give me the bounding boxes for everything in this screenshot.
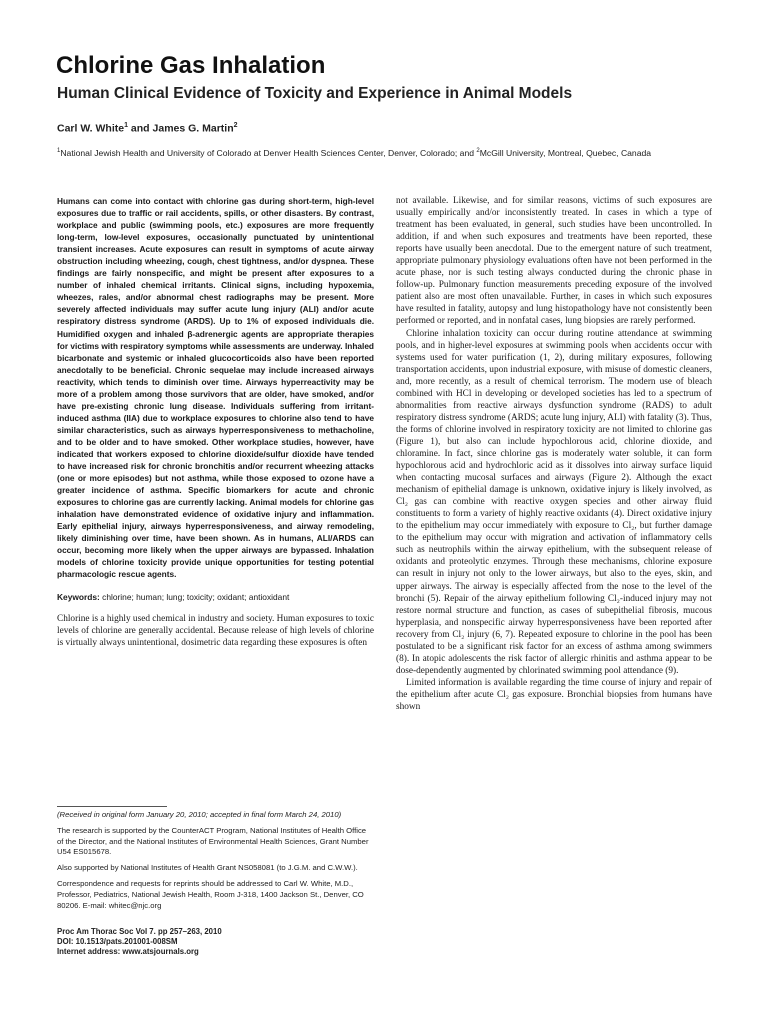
correspondence-note: Correspondence and requests for reprints should be addressed to Carl W. White, M.D., Professor, Pediatrics, National Jewish Health, Room J-318, 1400 Jackson St., Denver, CO 80206. E-mail: whitec@njc.org <box>57 878 364 910</box>
internet-address: Internet address: www.atsjournals.org <box>57 947 199 957</box>
author-separator: and <box>128 122 153 135</box>
author-affiliation-mark: 1 <box>124 122 128 129</box>
intro-paragraph: Chlorine is a highly used chemical in industry and society. Human exposures to toxic levels of chlorine are generally accidental. Because release of high levels of chlorine is virtually always unintentional, dosimetric data regarding these exposures is often <box>57 613 374 648</box>
author-name: James G. Martin <box>152 122 234 135</box>
keywords <box>57 591 374 603</box>
article-title: Chlorine Gas Inhalation <box>56 52 326 79</box>
journal-citation: Proc Am Thorac Soc Vol 7. pp 257–263, 2010 <box>57 927 222 936</box>
footnotes <box>57 806 374 916</box>
received-dates: (Received in original form January 20, 2010; accepted in final form March 24, 2010) <box>57 810 342 819</box>
abstract: Humans can come into contact with chlorine gas during short-term, high-level exposures due to traffic or rail accidents, spills, or other disasters. By contrast, workplace and public (swimming pools, etc.) exposures are more frequently long-term, low-level exposures, occasionally punctuated by unintentional transient increases. Acute exposures can result in symptoms of acute airway obstruction including wheezing, cough, chest tightness, and/or dyspnea. These findings are fairly nonspecific, and might be present after exposures to a number of inhaled chemical irritants. Clinical signs, including hypoxemia, wheezes, rales, and/or abnormal chest radiographs may be present. More severely affected individuals may suffer acute lung injury (ALI) and/or acute respiratory distress syndrome (ARDS). Up to 1% of exposed individuals die. Humidified oxygen and inhaled β-adrenergic agents are appropriate therapies for victims with respiratory symptoms while assessments are underway. Inhaled bicarbonate and systemic or inhaled glucocorticoids also have been reported anecdotally to be beneficial. Chronic sequelae may include increased airways reactivity, which tends to diminish over time. Airways hyperreactivity may be more of a problem among those survivors that are older, have smoked, and/or have pre-existing chronic lung disease. Individuals suffering from irritant-induced asthma (IIA) due to workplace exposures to chlorine also tend to have similar characteristics, such as airways hyperresponsiveness to methacholine, and to be older and to have smoked. Other workplace studies, however, have indicated that workers exposed to chlorine dioxide/sulfur dioxide have tended to have increased risk for chronic bronchitis and/or recurrent wheezing attacks (one or more episodes) but not asthma, while those exposed to ozone have a greater incidence of asthma. Specific biomarkers for acute and chronic exposures to chlorine gas are currently lacking. Animal models for chlorine gas inhalation have demonstrated evidence of oxidative injury and inflammation. Early epithelial injury, airways hyperresponsiveness, and airway remodeling, likely diminishing over time, have been shown. As in humans, ALI/ARDS can occur, becoming more likely when the upper airways are bypassed. Inhalation models of chlorine toxicity provide unique opportunities for testing potential pharmacologic rescue agents. <box>57 196 374 580</box>
funding-note: Also supported by National Institutes of Health Grant NS058081 (to J.G.M. and C.W.W.). <box>57 863 358 873</box>
keywords-label: Keywords: <box>57 591 100 602</box>
author-affiliation-mark: 2 <box>233 122 238 129</box>
body-paragraph: not available. Likewise, and for similar reasons, victims of such exposures are usually empirically and/or inconsistently treated. In cases in which a type of treatment has been evaluated, in general, such studies have been uncontrolled. In addition, if and when such exposures and treatments have been reported, these reports have usually been anecdotal. Due to the emergent nature of such treatment, appropriate pulmonary physiology evaluations often have not been performed in the acute phase, nor is such testing always conducted during the chronic phase in follow-up. Pulmonary function measurements preceding exposure of the involved patient also are most often unavailable. Further, in cases in which such exposures have resulted in fatality, autopsy and lung histopathology have not consistently been performed or reported, and in nonfatal cases, lung biopsies are rarely performed. <box>396 196 712 327</box>
affiliation-text: National Jewish Health and University of Colorado at Denver Health Sciences Center, Denver, Colorado; and <box>60 147 477 158</box>
affiliation-mark: 1 <box>57 148 61 154</box>
article-subtitle: Human Clinical Evidence of Toxicity and Experience in Animal Models <box>57 85 573 102</box>
affiliation-mark: 2 <box>476 148 480 154</box>
left-column <box>57 195 374 649</box>
footnote-divider <box>57 806 167 807</box>
body-paragraph: Chlorine inhalation toxicity can occur during routine attendance at swimming pools, and in higher-level exposures at swimming pools when accidents occur with systems used for water purification (1, 2), during military exposures, following transportation accidents, upon industrial exposure, with misuse of domestic cleaners, and, more recently, as a result of chemical terrorism. The modern use of bleach combined with HCl in developing or developed societies has led to a spectrum of abnormalities from reactive airways dysfunction syndrome (RADS) to adult respiratory distress syndrome (ARDS; acute lung injury, ALI) with fatality (3). Thus, the forms of chlorine involved in respiratory toxicity are not limited to chlorine gas (Figure 1), but also can include hypochlorous acid, chlorine dioxide, and chloramine. In fact, since chlorine gas is moderately water soluble, it can form hypochlorous acid and hydrochloric acid as it dissolves into airway surface liquid when contacting mucosal surfaces and airways (Figure 2). Although the exact mechanism of epithelial damage is unknown, oxidative injury is likely involved, as Cl₂ gas can combine with reactive oxygen species and other airway fluid constituents to form a variety of highly reactive oxidants (4). Direct oxidative injury to the epithelium may occur immediately with exposure to Cl₂, but further damage to the epithelium may occur with migration and activation of inflammatory cells such as neutrophils within the airway epithelium, with the subsequent release of oxidants and proteolytic enzymes. Through these mechanisms, chlorine exposure can result in injury not only to the lower airways, but also to the eyes, skin, and upper airways. The airway is especially affected from the nose to the level of the bronchi (5). Repair of the airway epithelium following Cl₂-induced injury may not restore normal structure and function, as cases of subepithelial fibrosis, mucous hyperplasia, and nonspecific airway hyperresponsiveness have been reported after recovery from Cl₂ injury (6, 7). Repeated exposure to chlorine in the pool has been postulated to be a significant risk factor for an excess of asthma among swimmers (8). In atopic adolescents the risk factor of allergic rhinitis and asthma appear to be dose-dependently augmented by chlorinated swimming pool attendance (9). <box>396 328 712 676</box>
author-name: Carl W. White <box>57 122 125 135</box>
affiliation-text: McGill University, Montreal, Quebec, Canada <box>479 147 652 158</box>
citation-block <box>57 927 374 958</box>
funding-note: The research is supported by the CounterACT Program, National Institutes of Health Office of the Director, and the National Institutes of Environmental Health Sciences, Grant Number U54 ES015678. <box>57 825 369 857</box>
keywords-list: chlorine; human; lung; toxicity; oxidant; antioxidant <box>99 591 290 602</box>
author-line <box>57 122 238 135</box>
body-paragraph: Limited information is available regarding the time course of injury and repair of the epithelium after acute Cl₂ gas exposure. Bronchial biopsies from humans have shown <box>396 677 712 712</box>
doi: DOI: 10.1513/pats.201001-008SM <box>57 937 178 947</box>
right-column <box>396 195 712 713</box>
affiliations <box>57 145 717 160</box>
